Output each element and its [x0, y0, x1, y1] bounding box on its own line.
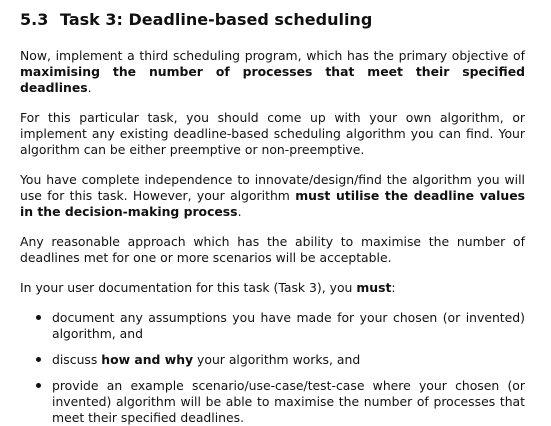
emphasis-text: maximising the number of processes that meet their specified deadlines — [20, 64, 525, 95]
paragraph-documentation — [20, 280, 525, 296]
text-run: Now, implement a third scheduling program, which has the primary objective of — [20, 48, 525, 63]
emphasis-text: how and why — [101, 352, 194, 367]
paragraph-objective — [20, 48, 525, 96]
bullet-icon — [36, 315, 41, 320]
section-heading — [20, 10, 525, 30]
emphasis-text: must utilise the deadline values in the decision-making process — [20, 188, 525, 219]
list-item — [34, 310, 525, 342]
bullet-icon — [36, 357, 41, 362]
text-run: In your user documentation for this task (Task 3), you — [20, 280, 357, 295]
text-run: provide an example scenario/use-case/test-case where your chosen (or invented) algorithm will be able to maximise the number of processes that meet their specified deadlines. — [52, 378, 525, 425]
list-item — [34, 378, 525, 426]
section-number: 5.3 — [20, 10, 49, 29]
emphasis-text: must — [356, 280, 392, 295]
section-title: Task 3: Deadline-based scheduling — [60, 10, 373, 29]
paragraph-acceptable-approach: Any reasonable approach which has the ability to maximise the number of deadlines met for one or more scenarios will be acceptable. — [20, 234, 525, 265]
requirements-list — [20, 310, 525, 426]
paragraph-independence — [20, 172, 525, 220]
text-run: . — [237, 204, 242, 219]
paragraph-algorithm-choice: For this particular task, you should come up with your own algorithm, or implement any existing deadline-based scheduling algorithm you can find. Your algorithm can be either preemptive or non-preemptive. — [20, 110, 525, 157]
text-run: discuss — [52, 352, 102, 367]
text-run: . — [87, 80, 92, 95]
text-run: You have complete independence to innovate/design/find the algorithm you will use for this task. However, your algorithm — [20, 172, 525, 203]
bullet-icon — [36, 383, 41, 388]
list-item — [34, 352, 525, 368]
text-run: your algorithm works, and — [193, 352, 361, 367]
text-run: document any assumptions you have made for your chosen (or invented) algorithm, and — [52, 310, 525, 341]
text-run: : — [391, 280, 396, 295]
